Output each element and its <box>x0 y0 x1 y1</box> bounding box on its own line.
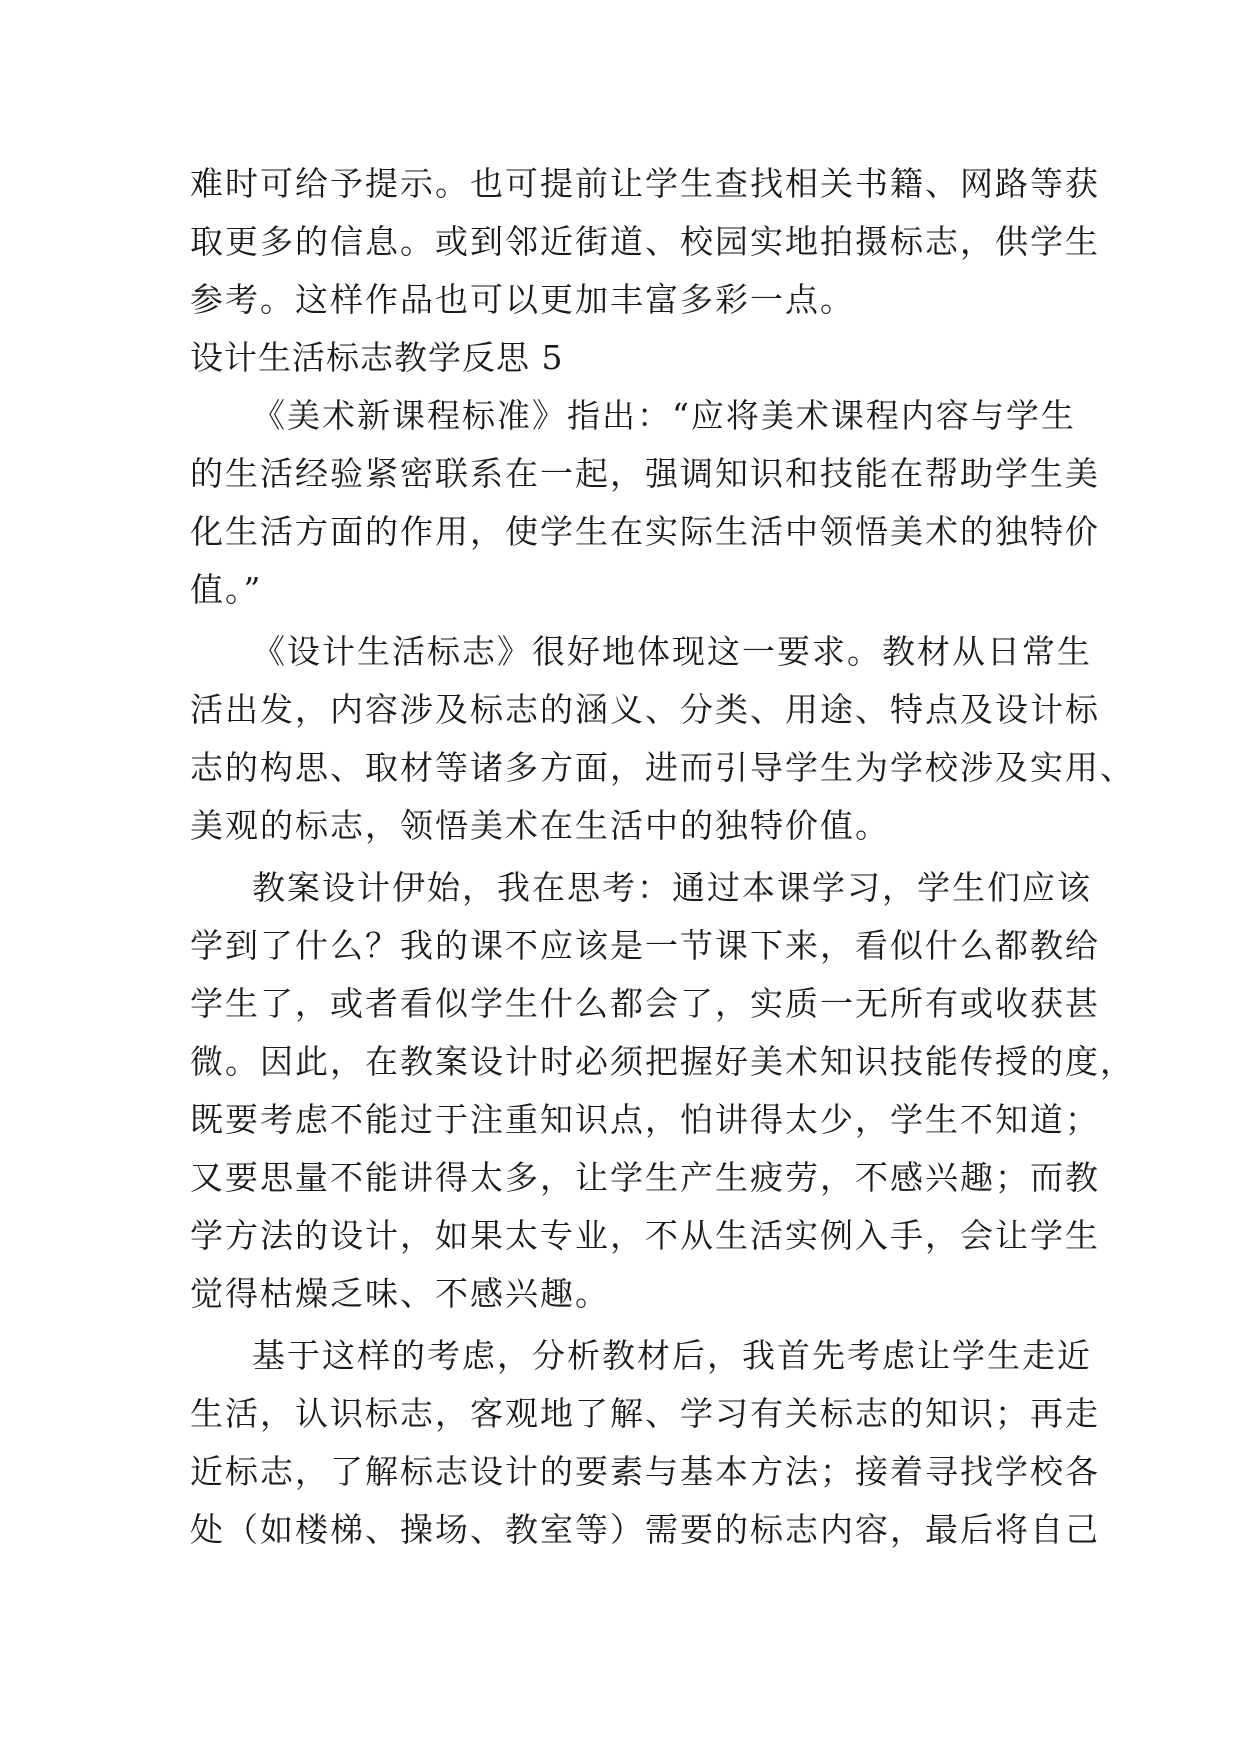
paragraph3-line-4: 微。因此，在教案设计时必须把握好美术知识技能传授的度， <box>190 1042 1135 1081</box>
paragraph3-line-6: 又要思量不能讲得太多，让学生产生疲劳，不感兴趣；而教 <box>190 1158 1100 1197</box>
paragraph3-line-5: 既要考虑不能过于注重知识点，怕讲得太少，学生不知道； <box>190 1100 1100 1139</box>
intro-line-3: 参考。这样作品也可以更加丰富多彩一点。 <box>190 280 855 319</box>
paragraph2-line-1: 《设计生活标志》很好地体现这一要求。教材从日常生 <box>252 632 1092 671</box>
paragraph1-line-3: 化生活方面的作用，使学生在实际生活中领悟美术的独特价 <box>190 512 1100 551</box>
paragraph4-line-4: 处（如楼梯、操场、教室等）需要的标志内容，最后将自己 <box>190 1510 1100 1549</box>
section-heading: 设计生活标志教学反思 5 <box>190 338 564 377</box>
paragraph2-line-2: 活出发，内容涉及标志的涵义、分类、用途、特点及设计标 <box>190 690 1100 729</box>
paragraph4-line-3: 近标志，了解标志设计的要素与基本方法；接着寻找学校各 <box>190 1452 1100 1491</box>
paragraph2-line-4: 美观的标志，领悟美术在生活中的独特价值。 <box>190 806 890 845</box>
paragraph4-line-2: 生活，认识标志，客观地了解、学习有关标志的知识；再走 <box>190 1394 1100 1433</box>
paragraph3-line-3: 学生了，或者看似学生什么都会了，实质一无所有或收获甚 <box>190 984 1100 1023</box>
intro-line-1: 难时可给予提示。也可提前让学生查找相关书籍、网路等获 <box>190 164 1100 203</box>
paragraph3-line-8: 觉得枯燥乏味、不感兴趣。 <box>190 1274 610 1313</box>
paragraph2-line-3: 志的构思、取材等诸多方面，进而引导学生为学校涉及实用、 <box>190 748 1135 787</box>
paragraph1-line-2: 的生活经验紧密联系在一起，强调知识和技能在帮助学生美 <box>190 454 1100 493</box>
paragraph3-line-1: 教案设计伊始，我在思考：通过本课学习，学生们应该 <box>252 868 1092 907</box>
paragraph4-line-1: 基于这样的考虑，分析教材后，我首先考虑让学生走近 <box>252 1336 1092 1375</box>
paragraph1-line-4: 值。” <box>190 570 263 609</box>
intro-line-2: 取更多的信息。或到邻近街道、校园实地拍摄标志，供学生 <box>190 222 1100 261</box>
paragraph1-line-1: 《美术新课程标准》指出：“应将美术课程内容与学生 <box>252 396 1076 435</box>
paragraph3-line-2: 学到了什么？我的课不应该是一节课下来，看似什么都教给 <box>190 926 1100 965</box>
paragraph3-line-7: 学方法的设计，如果太专业，不从生活实例入手，会让学生 <box>190 1216 1100 1255</box>
